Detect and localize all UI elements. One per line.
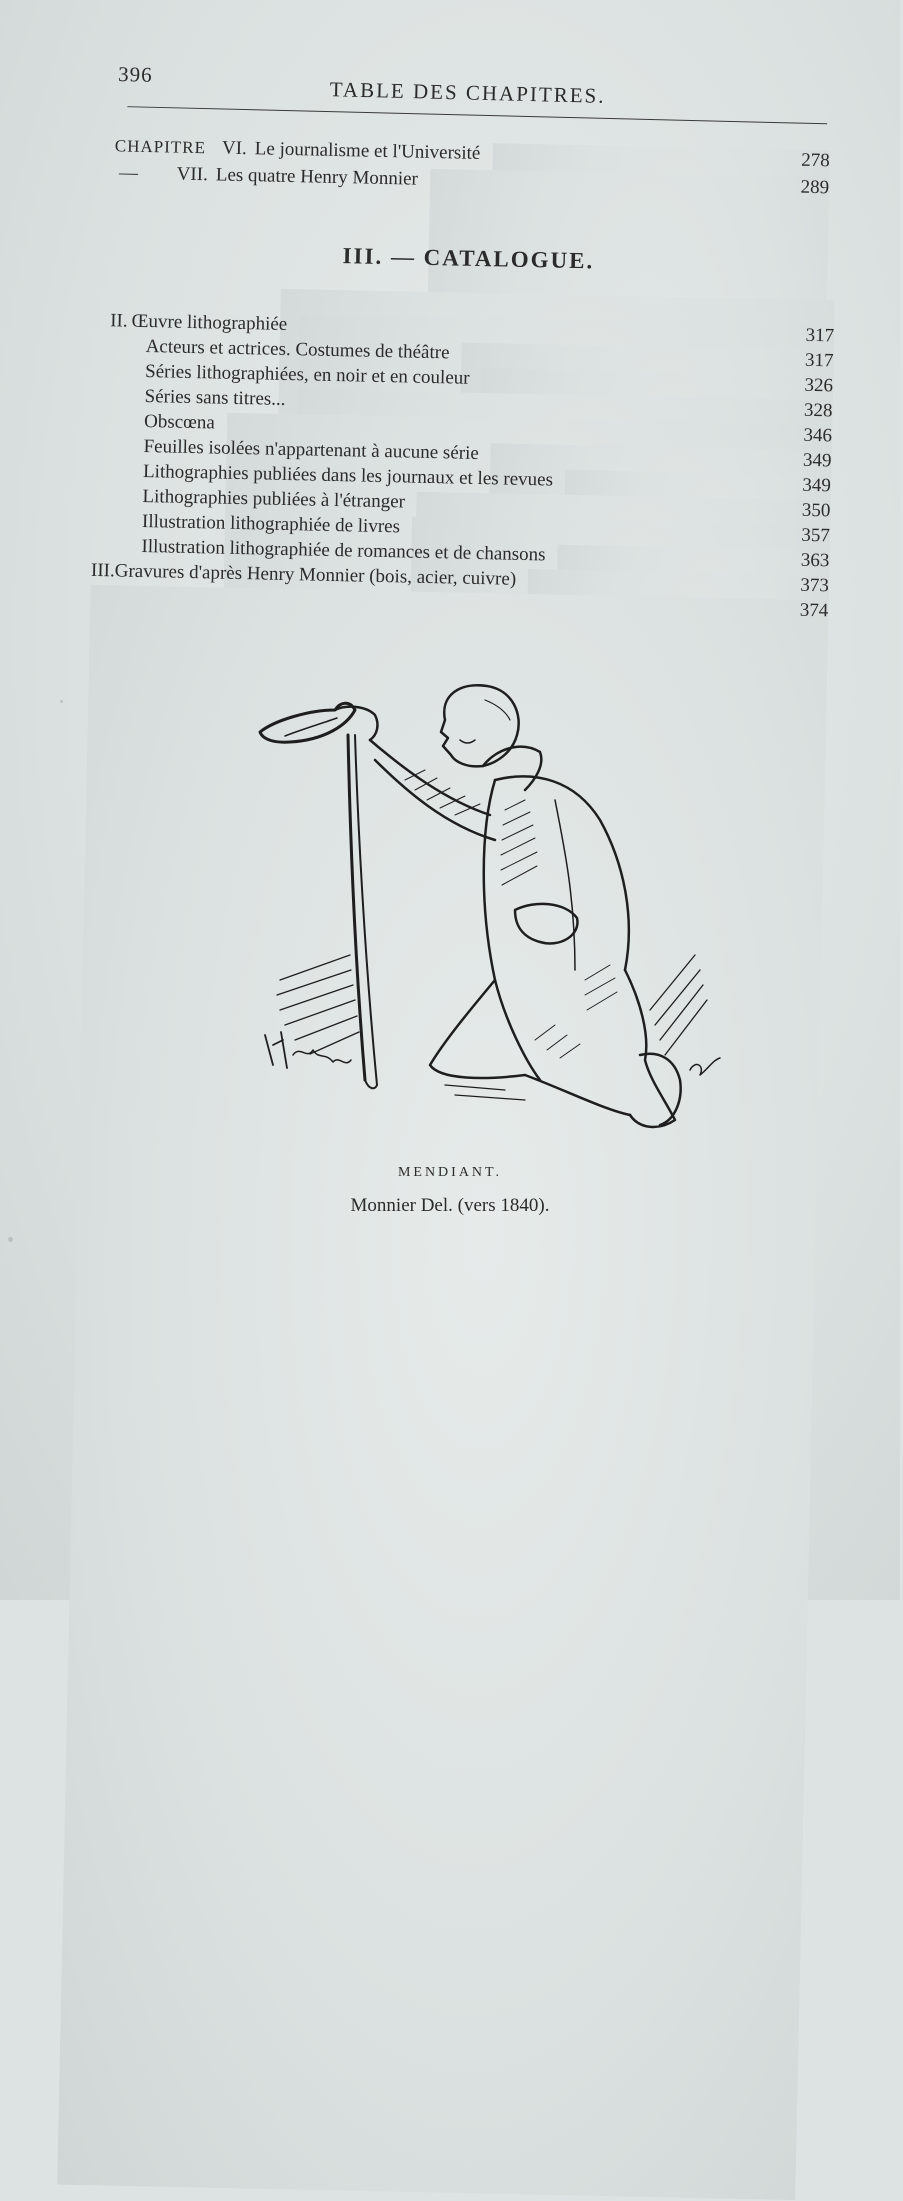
entry-number: III. [91,560,115,582]
kneeling-beggar-engraving-icon [255,680,725,1160]
running-title: TABLE DES CHAPITRES. [330,77,606,109]
entry-page: 363 [524,545,829,2150]
entry-title: Acteurs et actrices. Costumes de théâtre [145,336,449,364]
illustration-caption-credit: Monnier Del. (vers 1840). [0,1195,900,1217]
chapter-number: VI. [222,138,247,161]
table-of-contents [0,0,903,717]
entry-page: 374 [57,585,828,2200]
entry-page: 357 [379,517,830,2125]
chapter-prefix: CHAPITRE [115,136,207,158]
entry-title: Obscœna [144,411,215,434]
entry-page: 317 [428,343,834,1950]
entry-title: Séries lithographiées, en noir et en couleur [145,361,470,390]
entry-title: Séries sans titres... [144,386,285,411]
chapter-prefix: — [114,162,143,185]
entry-title: Illustration lithographiée de romances et de chansons [141,536,546,566]
entry-page: 346 [194,413,833,2025]
entry-title: Gravures d'après Henry Monnier (bois, acier, cuivre) [114,560,516,590]
entry-title: Lithographies publiées dans les journaux et les revues [143,461,553,492]
section-title: III. — CATALOGUE. [342,243,594,274]
entry-number: II. [110,310,132,332]
chapter-page: 289 [397,169,830,1777]
entry-page: 328 [264,389,832,2000]
entry-page: 326 [448,368,833,1975]
chapter-title: Les quatre Henry Monnier [216,164,418,190]
illustration-caption-title: MENDIANT. [0,1165,900,1181]
paper-spot [60,700,63,703]
entry-title: Feuilles isolées n'appartenant à aucune série [143,436,479,465]
page-number: 396 [118,62,153,88]
entry-page: 373 [495,569,829,2175]
paper-spot [8,1237,13,1242]
entry-title: Œuvre lithographiée [131,311,287,336]
entry-page: 317 [266,314,834,1925]
entry-page: 350 [384,492,831,2100]
entry-page: 349 [457,443,831,2050]
chapter-number: VII. [176,164,208,187]
entry-page: 349 [532,470,831,2075]
chapter-page: 278 [459,143,830,1750]
entry-title: Lithographies publiées à l'étranger [142,486,405,513]
entry-title: Illustration lithographiée de livres [142,511,400,538]
beggar-illustration [255,680,725,1160]
chapter-title: Le journalisme et l'Université [255,138,481,165]
